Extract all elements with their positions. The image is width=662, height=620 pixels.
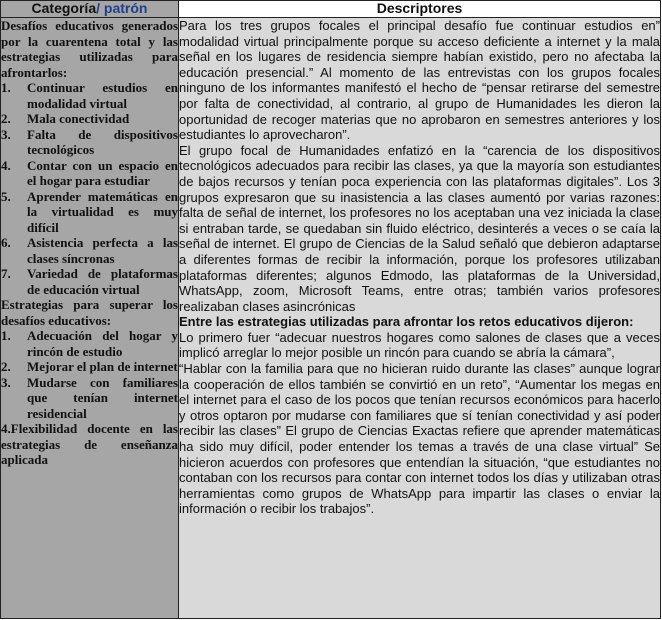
list-item: 1. Continuar estudios en modalidad virtual — [1, 80, 178, 111]
header-pattern-word: / patrón — [96, 0, 148, 16]
header-category — [1, 1, 179, 18]
strategies-list — [1, 328, 178, 421]
list-item: 4. Contar con un espacio en el hogar para estudiar — [1, 157, 178, 188]
strategies-heading: Estrategias para superar los desafíos educativos: — [1, 297, 178, 328]
challenges-intro: Desafíos educativos generados por la cuarentena total y las estrategias utilizadas para afrontarlos: — [1, 18, 178, 80]
list-item: 7. Variedad de plataformas de educación virtual — [1, 266, 178, 297]
descriptors-cell — [179, 18, 661, 619]
list-item: 2. Mejorar el plan de internet — [1, 359, 178, 374]
content-row — [1, 18, 661, 619]
list-item: 3. Falta de dispositivos tecnológicos — [1, 126, 178, 157]
category-cell — [1, 18, 179, 619]
strategies-subheading: Entre las estrategias utilizadas para afrontar los retos educativos dijeron: — [179, 314, 634, 330]
header-row — [1, 1, 661, 18]
header-category-word: Categoría — [31, 0, 97, 16]
descriptor-paragraph-3: Lo primero fuer “adecuar nuestros hogares como salones de clases que a veces implicó arreglar lo mejor posible un rincón para cuando se abría la cámara”, — [179, 329, 660, 361]
list-item: 6. Asistencia perfecta a las clases síncronas — [1, 235, 178, 266]
list-item: 5. Aprender matemáticas en la virtualidad es muy difícil — [1, 188, 178, 235]
header-descriptors: Descriptores — [179, 1, 661, 18]
descriptor-paragraph-4: “Hablar con la familia para que no hicieran ruido durante las clases” aunque lograr la cooperación de ellos también se convirtió en un reto”, “Aumentar los megas en el internet para el caso de los pocos que tenían recursos económicos para hacerlo y otros optaron por mudarse con familiares que sí tenían conectividad y así poder recibir las clases” El grupo de Ciencias Exactas refiere que aprender matemáticas ha sido muy difícil, poder entender los temas a través de una clase virtual” Se hicieron acuerdos con profesores que entendían la situación, “que estudiantes no contaban con los recursos para contar con internet todos los días y utilizaban otras herramientas como grupos de WhatsApp para impartir las clases o enviar la información o recibir los trabajos”. — [179, 361, 660, 517]
list-item: 3. Mudarse con familiares que tenían internet residencial — [1, 374, 178, 421]
list-item: 2. Mala conectividad — [1, 111, 130, 126]
list-item: 1. Adecuación del hogar y rincón de estudio — [1, 328, 178, 359]
challenges-list — [1, 80, 178, 297]
descriptor-paragraph-2: El grupo focal de Humanidades enfatizó en la “carencia de los dispositivos tecnológicos adecuados para recibir las clases, ya que la mayoría son estudiantes de bajos recursos y tenían poca experiencia con las plataformas digitales”. Los 3 grupos expresaron que su inasistencia a las clases aumentó por varias razones: falta de señal de internet, los profesores no los aceptaban una vez iniciada la clase si entraban tarde, se quedaban sin fluido eléctrico, desinterés a veces o se caía la señal de internet. El grupo de Ciencias de la Salud señaló que debieron adaptarse a diferentes formas de recibir la información, porque los profesores utilizaban plataformas diferentes; algunos Edmodo, las plataformas de la Universidad, WhatsApp, zoom, Microsoft Teams, entre otras; también varios profesores realizaban clases asincrónicas — [179, 142, 660, 314]
descriptor-paragraph-1: Para los tres grupos focales el principal desafío fue continuar estudios en” modalidad virtual principalmente porque su acceso deficiente a internet y la mala señal en los lugares de residencia siempre habían existido, pero no afectaba la educación presencial.” Al momento de las entrevistas con los grupos focales ninguno de los informantes manifestó el hecho de “pensar retirarse del semestre por falta de conectividad, al contrario, al grupo de Humanidades les dieron la oportunidad de recoger materias que no aprobaron en semestres anteriores y los estudiantes lo aprovecharon”. — [179, 18, 660, 143]
strategy-4: 4.Flexibilidad docente en las estrategias de enseñanza aplicada — [1, 421, 178, 467]
